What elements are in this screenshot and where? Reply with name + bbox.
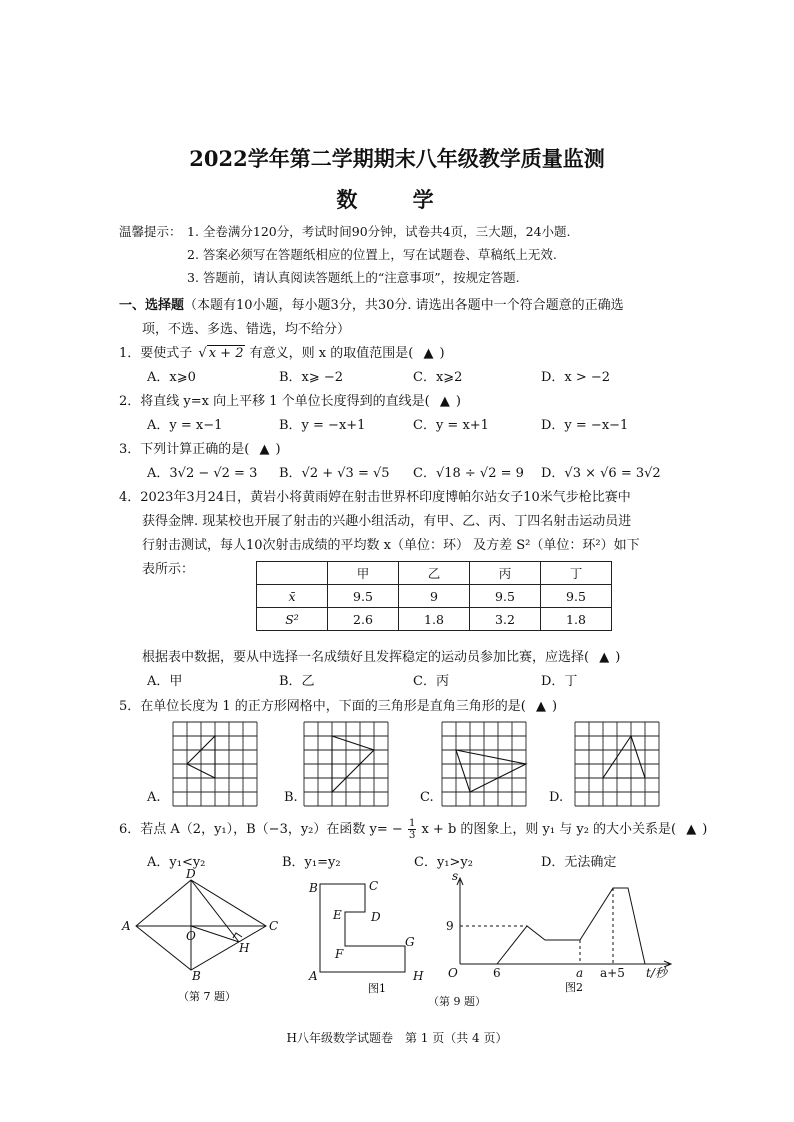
table-cell: 甲 <box>328 562 399 585</box>
q1-stem-a: 1．要使式子 <box>119 346 193 361</box>
q5-option-c: C. <box>420 790 434 805</box>
section1-header <box>119 294 624 313</box>
label-h: H <box>239 941 250 955</box>
q4-line-2: 获得金牌. 现某校也开展了射击的兴趣小组活动，有甲、乙、丙、丁四名射击运动员进 <box>142 514 632 529</box>
q6-option-c: C．y₁>y₂ <box>414 855 473 870</box>
label-b: B <box>192 969 201 983</box>
grid-figure-d <box>575 722 659 806</box>
q1-stem <box>119 342 445 361</box>
q1-stem-b: 有意义，则 x 的取值范围是( <box>249 346 414 361</box>
fraction-denominator: 3 <box>408 830 416 841</box>
label-d: D <box>186 867 196 881</box>
label-a: A <box>309 969 318 983</box>
axis-label-t: t/秒 <box>646 966 667 980</box>
table-cell: 1.8 <box>541 608 612 631</box>
q4-after-text: 根据表中数据，要从中选择一名成绩好且发挥稳定的运动员参加比赛，应选择( <box>142 650 590 665</box>
segment-dh <box>191 880 239 942</box>
q4-option-a: A．甲 <box>147 674 183 689</box>
axis-label-s: s <box>452 869 459 883</box>
tip-1: 1. 全卷满分120分，考试时间90分钟，试卷共4页，三大题，24小题. <box>187 224 571 239</box>
figure-9-caption-1: 图1 <box>368 982 386 995</box>
q1-radicand: x + 2 <box>208 346 244 361</box>
close-paren: ) <box>702 822 708 837</box>
answer-mark: ▲ <box>259 442 270 457</box>
q6-option-b: B．y₁=y₂ <box>282 855 341 870</box>
answer-mark: ▲ <box>536 699 547 714</box>
table-cell: S² <box>257 608 328 631</box>
segment-oh <box>191 926 239 942</box>
label-h: H <box>413 969 424 983</box>
q6-stem <box>119 818 707 841</box>
q2-option-a: A．y = x−1 <box>147 418 223 433</box>
q5-stem <box>119 695 557 714</box>
table-cell: x̄ <box>257 585 328 608</box>
table-cell: 3.2 <box>470 608 541 631</box>
table-cell <box>257 562 328 585</box>
figure-7-rhombus <box>118 866 288 1006</box>
table-cell: 9.5 <box>470 585 541 608</box>
tick-9: 9 <box>446 919 454 933</box>
label-d: D <box>371 910 381 924</box>
table-cell: 丙 <box>470 562 541 585</box>
q6-option-a: A．y₁<y₂ <box>147 855 206 870</box>
table-row <box>257 608 612 631</box>
label-e: E <box>333 908 342 922</box>
figure-9-shape <box>305 874 435 999</box>
answer-mark: ▲ <box>599 650 610 665</box>
q3-option-c: C．√18 ÷ √2 = 9 <box>413 466 524 481</box>
tick-6: 6 <box>493 966 501 980</box>
q3-option-d: D．√3 × √6 = 3√2 <box>541 466 661 481</box>
figure-7-caption: （第 7 题） <box>178 990 236 1003</box>
q5-option-b: B. <box>284 790 298 805</box>
q3-option-b: B．√2 + √3 = √5 <box>279 466 390 481</box>
label-a: A <box>122 919 131 933</box>
close-paren: ) <box>439 346 445 361</box>
q2-option-b: B．y = −x+1 <box>279 418 366 433</box>
table-row <box>257 585 612 608</box>
q2-stem <box>119 390 461 409</box>
table-cell: 9.5 <box>541 585 612 608</box>
sqrt-expression: √ x + 2 <box>198 346 244 361</box>
answer-mark: ▲ <box>439 394 450 409</box>
q5-option-a: A. <box>147 790 161 805</box>
table-cell: 9 <box>399 585 470 608</box>
label-g: G <box>405 935 415 949</box>
q6-option-d: D．无法确定 <box>541 855 617 870</box>
grid-figure-b <box>304 722 388 806</box>
fraction-numerator: 1 <box>408 818 416 829</box>
tick-a: a <box>576 966 584 980</box>
table-cell: 乙 <box>399 562 470 585</box>
table-cell: 丁 <box>541 562 612 585</box>
label-c: C <box>269 919 279 933</box>
graph-line <box>497 888 645 964</box>
label-b: B <box>309 881 318 895</box>
triangle <box>456 750 526 792</box>
grid-figure-c <box>442 722 526 806</box>
page-footer: H八年级数学试题卷 第 1 页（共 4 页） <box>286 1031 508 1045</box>
q2-option-d: D．y = −x−1 <box>541 418 629 433</box>
q4-line-1: 4．2023年3月24日，黄岩小将黄雨婷在射击世界杯印度博帕尔站女子10米气步枪比赛中 <box>119 490 631 505</box>
section1-head: 一、选择题 <box>119 298 185 313</box>
q4-option-d: D．丁 <box>541 674 578 689</box>
label-o: O <box>186 929 196 943</box>
tips-label: 温馨提示： <box>119 224 182 239</box>
q5-option-d: D. <box>549 790 564 805</box>
q3-option-a: A．3√2 − √2 = 3 <box>147 466 258 481</box>
tick-a-plus-5: a+5 <box>600 966 625 980</box>
q2-option-c: C．y = x+1 <box>413 418 489 433</box>
figure-9-caption: （第 9 题） <box>428 995 486 1008</box>
subject-title: 数 学 <box>336 187 458 212</box>
table-row <box>257 562 612 585</box>
q4-line-3: 行射击测试，每人10次射击成绩的平均数 x（单位：环） 及方差 S²（单位：环²）如下 <box>142 538 640 553</box>
q5-stem-text: 5．在单位长度为 1 的正方形网格中，下面的三角形是直角三角形的是( <box>119 699 526 714</box>
close-paren: ) <box>552 699 558 714</box>
fraction <box>408 818 416 841</box>
q4-option-b: B．乙 <box>279 674 315 689</box>
answer-mark: ▲ <box>686 822 697 837</box>
q6-stem-a: 6．若点 A（2，y₁），B（−3，y₂）在函数 y= − <box>119 822 403 837</box>
tip-2: 2. 答案必须写在答题纸相应的位置上，写在试题卷、草稿纸上无效. <box>187 247 557 262</box>
q3-stem-text: 3．下列计算正确的是( <box>119 442 250 457</box>
figure-9-graph <box>440 870 685 995</box>
q1-option-a: A．x⩾0 <box>147 370 196 385</box>
tip-3: 3. 答题前，请认真阅读答题纸上的“注意事项”，按规定答题. <box>187 270 520 285</box>
q1-option-d: D．x > −2 <box>541 370 611 385</box>
table-cell: 9.5 <box>328 585 399 608</box>
score-table <box>256 561 612 631</box>
close-paren: ) <box>275 442 281 457</box>
origin-o: O <box>448 966 458 980</box>
q4-line-4: 表所示： <box>142 562 195 577</box>
label-c: C <box>369 879 379 893</box>
exam-title: 2022学年第二学期期末八年级教学质量监测 <box>189 146 605 171</box>
q1-option-b: B．x⩾ −2 <box>279 370 344 385</box>
q2-stem-text: 2．将直线 y=x 向上平移 1 个单位长度得到的直线是( <box>119 394 430 409</box>
q3-stem <box>119 438 281 457</box>
grid-figure-a <box>173 722 257 806</box>
q6-stem-b: x + b 的图象上，则 y₁ 与 y₂ 的大小关系是( <box>421 822 677 837</box>
section1-desc: （本题有10小题，每小题3分，共30分. 请选出各题中一个符合题意的正确选 <box>184 298 624 313</box>
figure-9-caption-2: 图2 <box>565 981 583 994</box>
right-angle-mark <box>233 933 242 938</box>
q1-option-c: C．x⩾2 <box>413 370 463 385</box>
q4-after <box>142 646 620 665</box>
table-cell: 2.6 <box>328 608 399 631</box>
table-cell: 1.8 <box>399 608 470 631</box>
triangle <box>603 736 645 778</box>
close-paren: ) <box>455 394 461 409</box>
label-f: F <box>335 947 344 961</box>
answer-mark: ▲ <box>423 346 434 361</box>
section1-desc-2: 项，不选、多选、错选，均不给分） <box>142 322 351 337</box>
q4-option-c: C．丙 <box>413 674 449 689</box>
close-paren: ) <box>615 650 621 665</box>
shape-outline <box>320 884 405 972</box>
